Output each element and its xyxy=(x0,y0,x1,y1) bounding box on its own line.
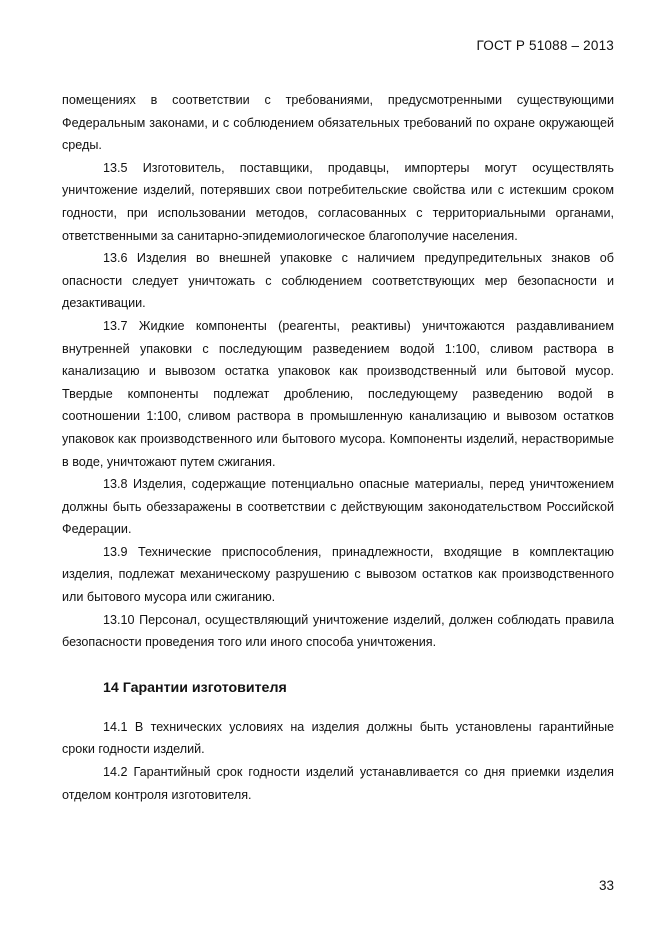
paragraph-14-1: 14.1 В технических условиях на изделия должны быть установлены гарантийные сроки годности изделий. xyxy=(62,719,614,757)
paragraph-13-6: 13.6 Изделия во внешней упаковке с наличием предупредительных знаков об опасности следует уничтожать с соблюдением соответствующих мер безопасности и дезактивации. xyxy=(62,251,614,311)
paragraph-13-7: 13.7 Жидкие компоненты (реагенты, реактивы) уничтожаются раздавливанием внутренней упаковки с последующим разведением водой 1:100, сливом раствора в канализацию и вывозом остатка упаковок как производственный или бытовой мусор. Твердые компоненты подлежат дроблению, последующему разведению водой в соотношении 1:100, сливом раствора в промышленную канализацию и вывозом остатков упаковок как производственного или бытового мусора. Компоненты изделий, нерастворимые в воде, уничтожают путем сжигания. xyxy=(62,318,614,469)
document-body xyxy=(62,89,614,806)
section-heading-14: 14 Гарантии изготовителя xyxy=(103,679,287,696)
paragraph-13-8: 13.8 Изделия, содержащие потенциально опасные материалы, перед уничтожением должны быть обеззаражены в соответствии с действующим законодательством Российской Федерации. xyxy=(62,477,614,537)
paragraph-13-10: 13.10 Персонал, осуществляющий уничтожение изделий, должен соблюдать правила безопасности проведения того или иного способа уничтожения. xyxy=(62,612,614,650)
page-number: 33 xyxy=(598,878,614,893)
paragraph-13-5: 13.5 Изготовитель, поставщики, продавцы, импортеры могут осуществлять уничтожение изделий, потерявших свои потребительские свойства или с истекшим сроком годности, при использовании методов, согласованных с территориальными органами, ответственными за санитарно-эпидемиологическое благополучие населения. xyxy=(62,160,614,243)
paragraph-continuation: помещениях в соответствии с требованиями, предусмотренными существующими Федеральным законами, и с соблюдением обязательных требований по охране окружающей среды. xyxy=(62,93,614,153)
paragraph-14-2: 14.2 Гарантийный срок годности изделий устанавливается со дня приемки изделия отделом контроля изготовителя. xyxy=(62,765,614,802)
paragraph-13-9: 13.9 Технические приспособления, принадлежности, входящие в комплектацию изделия, подлежат механическому разрушению с вывозом остатков как производственного или бытового мусора или сжиганию. xyxy=(62,544,614,605)
document-header-code: ГОСТ Р 51088 – 2013 xyxy=(476,38,614,53)
